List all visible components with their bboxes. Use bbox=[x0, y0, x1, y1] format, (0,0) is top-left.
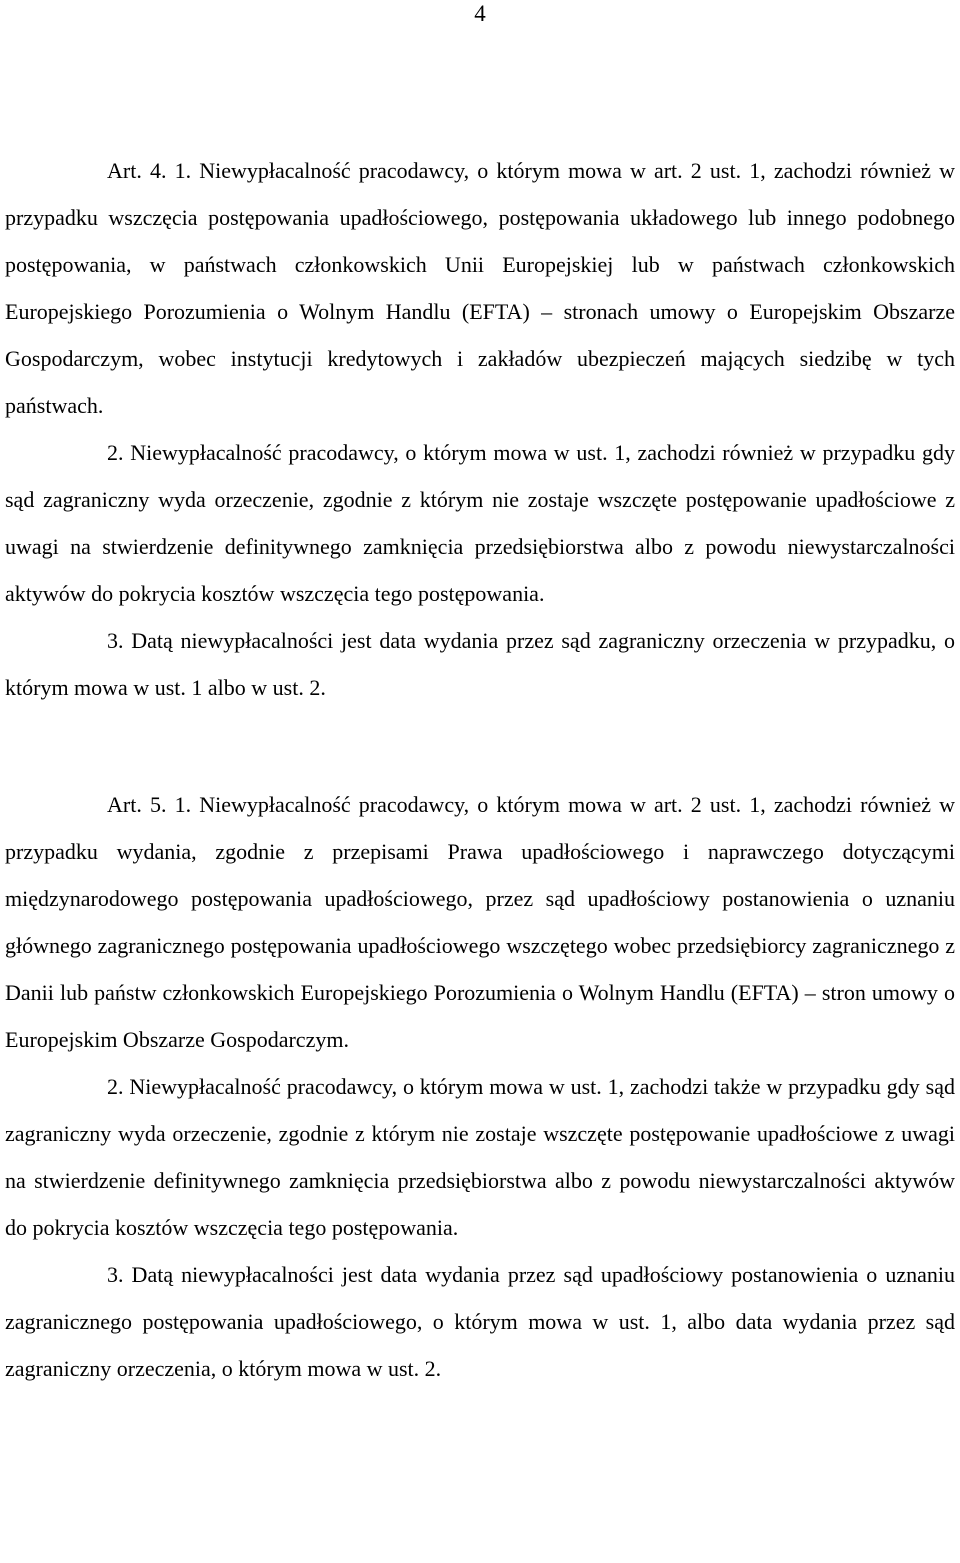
article-4 bbox=[5, 147, 955, 711]
article-4-paragraph-3: 3. Datą niewypłacalności jest data wydania przez sąd zagraniczny orzeczenia w przypadku, o którym mowa w ust. 1 albo w ust. 2. bbox=[5, 628, 955, 700]
article-4-paragraph-2: 2. Niewypłacalność pracodawcy, o którym mowa w ust. 1, zachodzi również w przypadku gdy sąd zagraniczny wyda orzeczenie, zgodnie z którym nie zostaje wszczęte postępowanie upadłościowe z uwagi na stwierdzenie definitywnego zamknięcia przedsiębiorstwa albo z powodu niewystarczalności aktywów do pokrycia kosztów wszczęcia tego postępowania. bbox=[5, 440, 955, 606]
document-body bbox=[5, 147, 955, 1392]
page-number: 4 bbox=[474, 1, 486, 26]
article-5-paragraph-1: Art. 5. 1. Niewypłacalność pracodawcy, o którym mowa w art. 2 ust. 1, zachodzi również w przypadku wydania, zgodnie z przepisami Prawa upadłościowego i naprawczego dotyczącymi międzynarodowego postępowania upadłościowego, przez sąd upadłościowy postanowienia o uznaniu głównego zagranicznego postępowania upadłościowego wszczętego wobec przedsiębiorcy zagranicznego z Danii lub państw członkowskich Europejskiego Porozumienia o Wolnym Handlu (EFTA) – stron umowy o Europejskim Obszarze Gospodarczym. bbox=[5, 792, 955, 1052]
article-5-paragraph-3: 3. Datą niewypłacalności jest data wydania przez sąd upadłościowy postanowienia o uznaniu zagranicznego postępowania upadłościowego, o którym mowa w ust. 1, albo data wydania przez sąd zagraniczny orzeczenia, o którym mowa w ust. 2. bbox=[5, 1262, 955, 1381]
article-4-paragraph-1: Art. 4. 1. Niewypłacalność pracodawcy, o którym mowa w art. 2 ust. 1, zachodzi również w przypadku wszczęcia postępowania upadłościowego, postępowania układowego lub innego podobnego postępowania, w państwach członkowskich Unii Europejskiej lub w państwach członkowskich Europejskiego Porozumienia o Wolnym Handlu (EFTA) – stronach umowy o Europejskim Obszarze Gospodarczym, wobec instytucji kredytowych i zakładów ubezpieczeń mających siedzibę w tych państwach. bbox=[5, 158, 955, 418]
article-5-paragraph-2: 2. Niewypłacalność pracodawcy, o którym mowa w ust. 1, zachodzi także w przypadku gdy sąd zagraniczny wyda orzeczenie, zgodnie z którym nie zostaje wszczęte postępowanie upadłościowe z uwagi na stwierdzenie definitywnego zamknięcia przedsiębiorstwa albo z powodu niewystarczalności aktywów do pokrycia kosztów wszczęcia tego postępowania. bbox=[5, 1074, 955, 1240]
article-separator bbox=[5, 711, 955, 781]
article-5 bbox=[5, 781, 955, 1392]
